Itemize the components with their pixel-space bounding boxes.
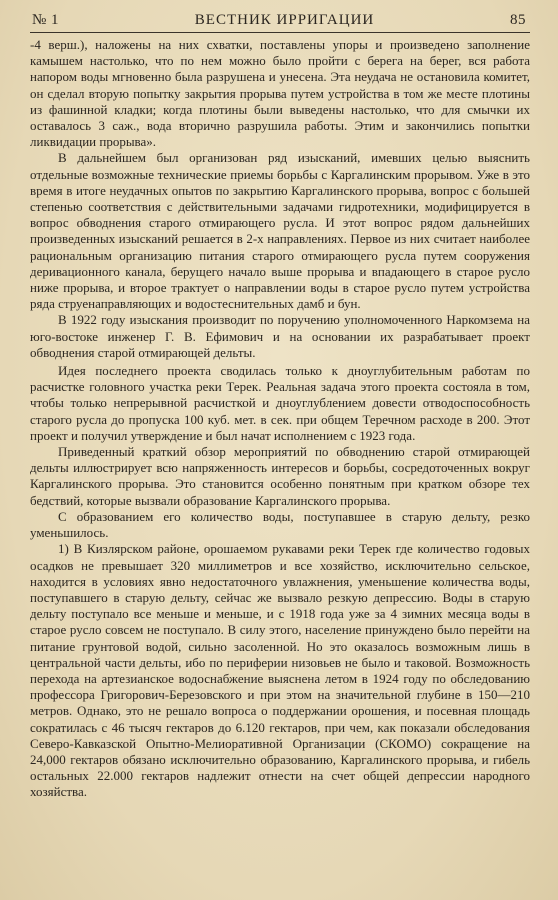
running-head	[30, 12, 530, 32]
paragraph-2: В дальнейшем был организован ряд изысканий, имевших целью выяснить отдельные возможные технические приемы борьбы с Каргалинским прорывом. Уже в это время в итоге неудачных опытов по закрытию Каргалинского прорыва, вопрос с большей степенью соответствия с действительными задачами гидротехники, модифицируется в вопрос обводнения старого отмирающего русла. И этот вопрос рядом дальнейших произведенных изысканий решается в 2-х направлениях. Первое из них считает наиболее рациональным организацию питания старого отмирающего русла путем сооружения деривационного канала, берущего начало выше прорыва и впадающего в старое русло ниже прорыва, и второе трактует о направлении воды в старое русло путем устройства ряда струенаправляющих и водостеснительных дамб и бун.	[30, 150, 530, 312]
paragraph-4: Идея последнего проекта сводилась только к дноуглубительным работам по расчистке головного участка реки Терек. Реальная задача этого проекта состояла в том, чтобы только непрерывной расчисткой и дноуглублением довести отводоспособность старого русла до пропуска 100 куб. мет. в сек. при общем Теречном расходе в 200. Этот проект и получил утверждение и был начат исполнением с 1923 года.	[30, 363, 530, 443]
paragraph-5: Приведенный краткий обзор мероприятий по обводнению старой отмирающей дельты иллюстрирует всю напряженность интересов и борьбы, сосредоточенных вокруг Каргалинского прорыва. Это становится особенно понятным при кратком обзоре тех бедствий, которые вызвали образование Каргалинского прорыва.	[30, 444, 530, 508]
body-text	[30, 37, 530, 801]
journal-title: ВЕСТНИК ИРРИГАЦИИ	[194, 12, 375, 28]
paragraph-6: С образованием его количество воды, поступавшее в старую дельту, резко уменьшилось.	[30, 508, 530, 541]
page-number: 85	[509, 12, 526, 28]
issue-number: № 1	[32, 12, 60, 28]
header-rule	[30, 32, 530, 33]
paragraph-1: -4 верш.), наложены на них схватки, поставлены упоры и произведено заполнение камышем настолько, что по нем можно было пройти с берега на берег, вся работа напором воды мгновенно была разрушена и унесена. Эта неудача не остановила комитет, он сделал вторую попытку закрытия прорыва путем устройства в том же месте плотины из фашинной кладки; когда плотины были выведены настолько, что для смычки их оставалось 3 саж., вода вторично разрушила работы. Этим и закончились попытки ликвидации прорыва».	[30, 37, 530, 150]
paragraph-3: В 1922 году изыскания производит по поручению уполномоченного Наркомзема на юго-востоке инженер Г. В. Ефимович и на основании их разрабатывает проект обводнения старой отмирающей дельты.	[30, 312, 530, 360]
paragraph-7: 1) В Кизлярском районе, орошаемом рукавами реки Терек где количество годовых осадков не превышает 320 миллиметров и все хозяйство, исключительно сельское, находится в условиях явно недостаточного увлажнения, уменьшение количества воды, поступавшего в старую дельту, сейчас же вызвало резкую депрессию. Воды в старую дельту поступало все меньше и меньше, и с 1918 года уже за 4 зимних месяца воды в старое русло совсем не поступало. В силу этого, население принуждено было перейти на питание грунтовой водой, сильно засоленной. Но это оказалось возможным лишь в центральной части дельты, ибо по периферии низовьев не было и таковой. Возможность перехода на артезианское водоснабжение выяснена летом в 1924 году по обследованию профессора Григорович-Березовского и при этом на значительной глубине в 150—210 метров. Однако, это не решало вопроса о поддержании орошения, и посевная площадь сократилась с 46 тысяч гектаров до 6.120 гектаров, при чем, как показали обследования Северо-Кавказской Опытно-Мелиоративной Организации (СКОМО) сокращение на 24,000 гектаров обязано исключительно образованию, Каргалинского прорыва, и гибель остальных 22.000 гектаров надлежит отнести на счет общей депрессии народного хозяйства.	[30, 541, 530, 800]
